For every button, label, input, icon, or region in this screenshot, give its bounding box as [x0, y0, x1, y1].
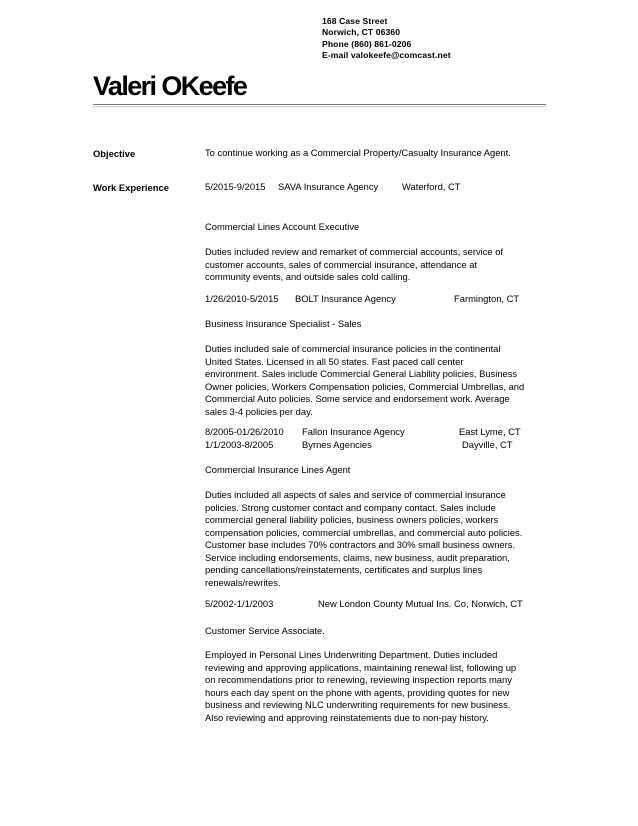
- header-divider: [93, 104, 546, 105]
- job-2-title: Business Insurance Specialist - Sales: [205, 318, 362, 329]
- job-1-header: [205, 181, 565, 194]
- duties-line: hours each day spent on the phone with agents, providing quotes for new: [205, 686, 510, 698]
- duties-line: Duties included review and remarket of commercial accounts, service of: [205, 246, 504, 257]
- job-1: [205, 181, 565, 194]
- duties-line: Service including endorsements, claims, new business, audit preparation,: [205, 551, 510, 563]
- job-2: [205, 293, 565, 306]
- job-3-header: [205, 426, 565, 439]
- duties-line: Duties included sale of commercial insurance policies in the continental: [205, 343, 501, 354]
- job-4-header: [205, 598, 565, 611]
- duties-line: policies. Strong customer contact and company contact. Sales include: [205, 501, 496, 513]
- duties-line: Also reviewing and approving reinstatements due to non-pay history.: [205, 711, 489, 723]
- duties-line: Customer base includes 70% contractors and 30% small business owners.: [205, 539, 516, 550]
- contact-block: [322, 16, 451, 62]
- duties-line: environment. Sales include Commercial General Liability policies, Business: [205, 368, 518, 379]
- duties-line: Duties included all aspects of sales and service of commercial insurance: [205, 489, 506, 500]
- duties-line: pending cancellations/reinstatements, certificates and surplus lines: [205, 564, 483, 575]
- applicant-name: Valeri OKeefe: [93, 71, 247, 101]
- job-1-company: SAVA Insurance Agency: [278, 181, 379, 192]
- duties-line: Owner policies, Workers Compensation policies, Commercial Umbrellas, and: [205, 380, 525, 392]
- job-4: [205, 598, 565, 611]
- job-2-duties: [205, 343, 565, 418]
- job-4-title: Customer Service Associate.: [205, 625, 325, 636]
- job-3-location: East Lyme, CT: [459, 426, 521, 437]
- job-3-duties: [205, 489, 565, 589]
- header-divider-shadow: [93, 106, 546, 107]
- duties-line: community events, and outside sales cold calling.: [205, 271, 411, 282]
- duties-line: Employed in Personal Lines Underwriting Department. Duties included: [205, 649, 498, 660]
- duties-line: compensation policies, commercial umbrellas, and commercial auto policies.: [205, 526, 523, 538]
- work-experience-label: Work Experience: [93, 182, 169, 193]
- contact-city: Norwich, CT 06360: [322, 27, 401, 38]
- job-3-dates: 8/2005-01/26/2010: [205, 426, 284, 437]
- contact-street: 168 Case Street: [322, 16, 388, 26]
- duties-line: commercial general liability policies, business owners policies, workers: [205, 514, 499, 525]
- duties-line: business and reviewing NLC underwriting requirements for new business.: [205, 699, 511, 710]
- duties-line: United States. Licensed in all 50 states. Fast paced call center: [205, 355, 464, 367]
- contact-phone: Phone (860) 861-0206: [322, 38, 412, 49]
- job-3b-header: [205, 439, 565, 452]
- duties-line: Commercial Auto policies. Some service and endorsement work. Average: [205, 393, 510, 404]
- duties-line: sales 3-4 policies per day.: [205, 405, 313, 417]
- job-1-dates: 5/2015-9/2015: [205, 181, 266, 192]
- job-1-title: Commercial Lines Account Executive: [205, 221, 360, 232]
- job-3: [205, 426, 565, 451]
- job-1-duties: [205, 246, 565, 284]
- duties-line: on recommendations prior to renewing, reviewing inspection reports many: [205, 674, 512, 685]
- job-2-location: Farmington, CT: [454, 293, 520, 304]
- job-3-company: Fallon Insurance Agency: [302, 426, 405, 437]
- job-2-company: BOLT Insurance Agency: [295, 293, 396, 304]
- job-3-title: Commercial Insurance Lines Agent: [205, 464, 351, 475]
- job-4-company: New London County Mutual Ins. Co, Norwich, CT: [318, 598, 523, 609]
- job-3b-location: Dayville, CT: [462, 438, 513, 450]
- objective-text: To continue working as a Commercial Property/Casualty Insurance Agent.: [205, 147, 511, 158]
- job-3b-company: Byrnes Agencies: [302, 438, 372, 450]
- job-3b-dates: 1/1/2003-8/2005: [205, 438, 274, 450]
- contact-email: E-mail valokeefe@comcast.net: [322, 50, 451, 61]
- job-4-dates: 5/2002-1/1/2003: [205, 598, 274, 609]
- job-2-dates: 1/26/2010-5/2015: [205, 293, 279, 304]
- objective-label: Objective: [93, 148, 136, 159]
- duties-line: renewals/rewrites.: [205, 576, 281, 588]
- duties-line: reviewing and approving applications, maintaining renewal list, following up: [205, 661, 517, 673]
- job-2-header: [205, 293, 565, 306]
- duties-line: customer accounts, sales of commercial insurance, attendance at: [205, 258, 478, 270]
- job-4-duties: [205, 649, 565, 724]
- job-1-location: Waterford, CT: [402, 181, 461, 192]
